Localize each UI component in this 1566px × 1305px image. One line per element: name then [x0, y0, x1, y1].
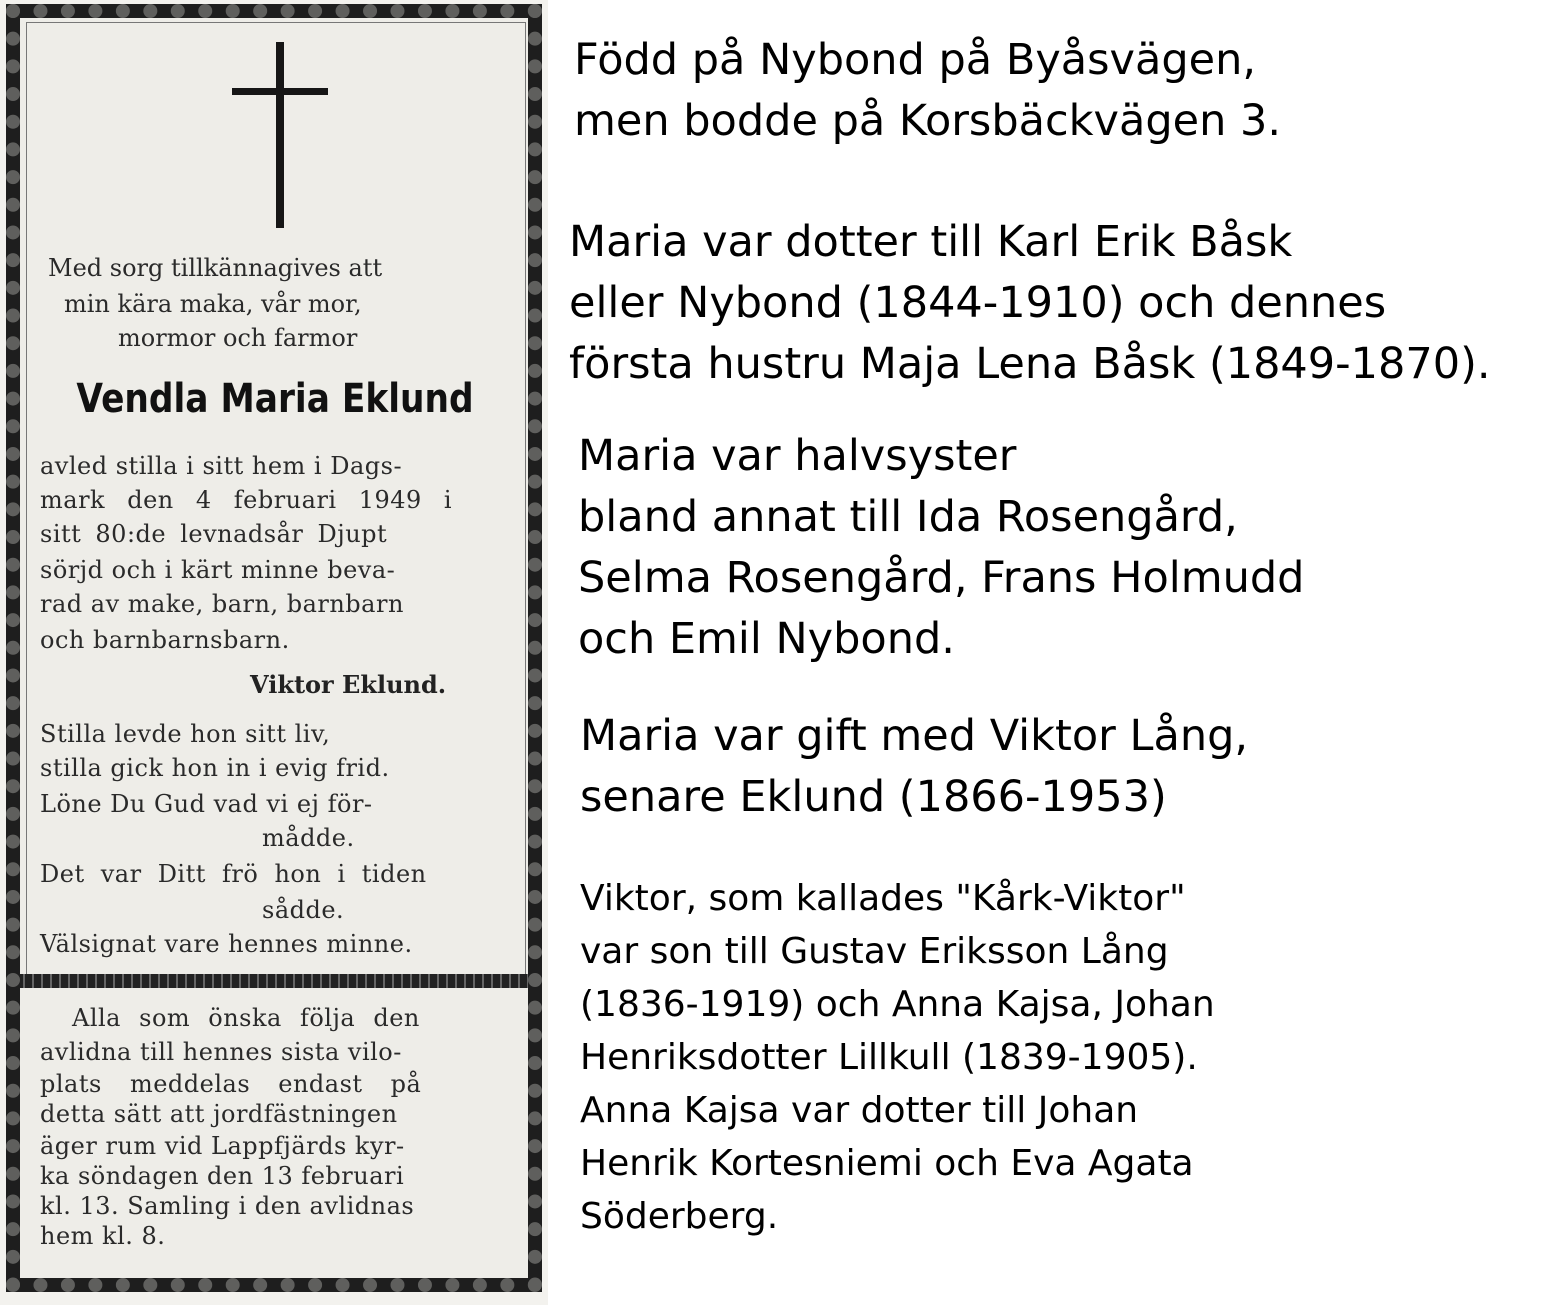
note-line: Maria var dotter till Karl Erik Båsk: [569, 217, 1293, 267]
verse-line: Det var Ditt frö hon i tiden: [40, 860, 427, 888]
signature: Viktor Eklund.: [250, 670, 447, 699]
verse-line: mådde.: [262, 824, 355, 852]
verse-line: Löne Du Gud vad vi ej för-: [40, 790, 373, 818]
note-line: Anna Kajsa var dotter till Johan: [580, 1090, 1139, 1131]
note-line: Maria var gift med Viktor Lång,: [580, 711, 1249, 761]
cross-icon-bar: [232, 88, 328, 95]
verse-line: Stilla levde hon sitt liv,: [40, 720, 331, 748]
note-line: eller Nybond (1844-1910) och dennes: [569, 278, 1387, 328]
verse-line: stilla gick hon in i evig frid.: [40, 754, 390, 782]
note-line: Henrik Kortesniemi och Eva Agata: [580, 1143, 1194, 1184]
note-line: Maria var halvsyster: [578, 431, 1017, 481]
deceased-name: Vendla Maria Eklund: [76, 376, 474, 422]
note-line: (1836-1919) och Anna Kajsa, Johan: [580, 984, 1215, 1025]
intro-line: Med sorg tillkännagives att: [48, 254, 383, 282]
notice-line: detta sätt att jordfästningen: [40, 1100, 398, 1128]
notice-line: kl. 13. Samling i den avlidnas: [40, 1192, 415, 1220]
note-line: senare Eklund (1866-1953): [580, 772, 1167, 822]
cross-icon: [276, 42, 284, 228]
note-line: Född på Nybond på Byåsvägen,: [574, 35, 1256, 85]
note-line: men bodde på Korsbäckvägen 3.: [574, 96, 1282, 146]
note-line: bland annat till Ida Rosengård,: [578, 492, 1238, 542]
notice-line: hem kl. 8.: [40, 1222, 166, 1250]
body-line: sitt 80:de levnadsår Djupt: [40, 520, 388, 548]
body-line: och barnbarnsbarn.: [40, 626, 290, 654]
obituary-clipping: [0, 0, 548, 1305]
note-line: och Emil Nybond.: [578, 614, 955, 664]
note-line: Söderberg.: [580, 1196, 779, 1237]
notice-line: äger rum vid Lappfjärds kyr-: [40, 1132, 405, 1160]
verse-line: sådde.: [262, 896, 345, 924]
body-line: mark den 4 februari 1949 i: [40, 486, 453, 514]
section-divider: [20, 974, 528, 988]
notice-line: plats meddelas endast på: [40, 1070, 422, 1098]
intro-line: min kära maka, vår mor,: [64, 290, 362, 318]
verse-line: Välsignat vare hennes minne.: [40, 930, 413, 958]
note-line: Selma Rosengård, Frans Holmudd: [578, 553, 1305, 603]
notice-line: avlidna till hennes sista vilo-: [40, 1038, 402, 1066]
body-line: rad av make, barn, barnbarn: [40, 590, 404, 618]
notice-line: Alla som önska följa den: [72, 1004, 420, 1032]
note-line: Henriksdotter Lillkull (1839-1905).: [580, 1037, 1198, 1078]
body-line: avled stilla i sitt hem i Dags-: [40, 452, 403, 480]
body-line: sörjd och i kärt minne beva-: [40, 556, 396, 584]
note-line: första hustru Maja Lena Båsk (1849-1870).: [569, 339, 1491, 389]
notice-line: ka söndagen den 13 februari: [40, 1162, 405, 1190]
intro-line: mormor och farmor: [118, 324, 358, 352]
note-line: var son till Gustav Eriksson Lång: [580, 931, 1169, 972]
note-line: Viktor, som kallades "Kårk-Viktor": [580, 878, 1186, 919]
